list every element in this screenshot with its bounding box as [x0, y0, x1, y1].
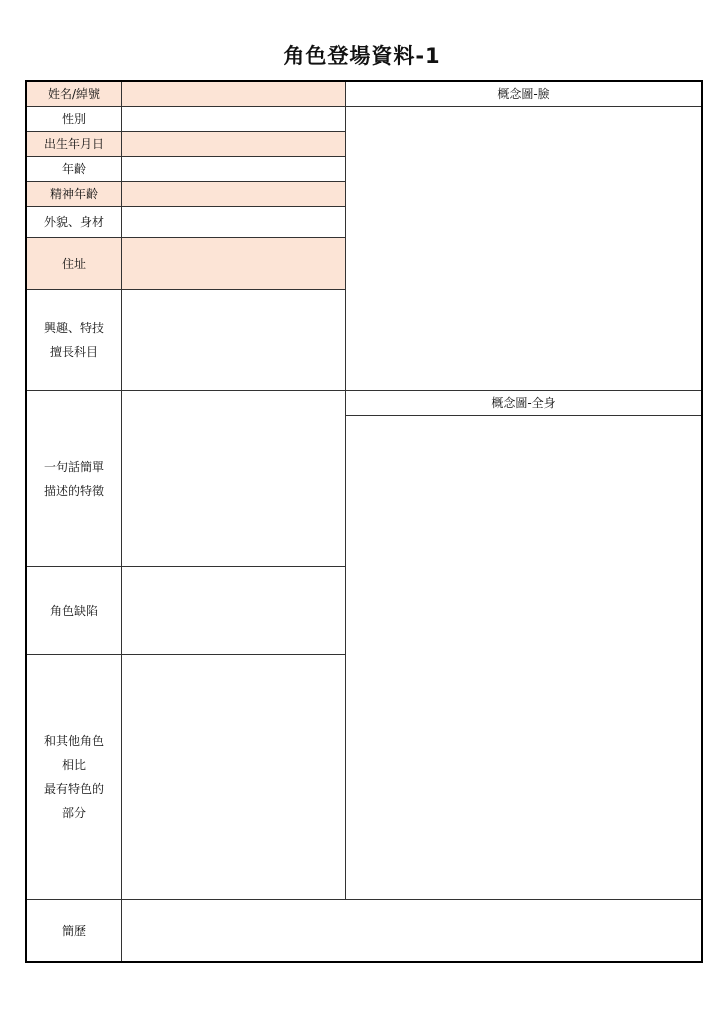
appearance-label: 外貌、身材	[27, 207, 122, 238]
concept-face-area[interactable]	[346, 107, 701, 391]
gender-field[interactable]	[122, 107, 346, 132]
distinct-label-line-4: 部分	[61, 806, 86, 820]
address-label: 住址	[27, 238, 122, 290]
appearance-field[interactable]	[122, 207, 346, 238]
hobbies-label-line-1: 興趣、特技	[43, 321, 104, 335]
age-field[interactable]	[122, 157, 346, 182]
concept-full-body-area[interactable]	[346, 416, 701, 900]
hobbies-field[interactable]	[122, 290, 346, 391]
birthday-field[interactable]	[122, 132, 346, 157]
flaw-field[interactable]	[122, 567, 346, 655]
hobbies-label	[27, 290, 122, 391]
distinct-label	[27, 655, 122, 900]
hobbies-label-line-2: 擅長科目	[49, 345, 98, 359]
description-label-line-1: 一句話簡單	[43, 459, 104, 474]
name-field[interactable]	[122, 82, 346, 107]
mental-age-label: 精神年齡	[27, 182, 122, 207]
distinct-label-line-1: 和其他角色	[43, 734, 104, 748]
name-label: 姓名/綽號	[27, 82, 122, 107]
concept-face-header: 概念圖-臉	[346, 82, 701, 107]
page-title: 角色登場資料-1	[283, 44, 441, 68]
history-field[interactable]	[122, 900, 701, 961]
history-label: 簡歷	[27, 900, 122, 961]
description-field[interactable]	[122, 391, 346, 567]
birthday-label: 出生年月日	[27, 132, 122, 157]
gender-label: 性別	[27, 107, 122, 132]
distinct-label-line-3: 最有特色的	[43, 782, 104, 796]
description-label	[27, 391, 122, 567]
mental-age-field[interactable]	[122, 182, 346, 207]
age-label: 年齡	[27, 157, 122, 182]
description-label-line-2: 描述的特徵	[43, 483, 104, 498]
flaw-label: 角色缺陷	[27, 567, 122, 655]
character-sheet	[25, 80, 703, 963]
distinct-field[interactable]	[122, 655, 346, 900]
address-field[interactable]	[122, 238, 346, 290]
concept-full-body-header: 概念圖-全身	[346, 391, 701, 416]
distinct-label-line-2: 相比	[61, 758, 86, 772]
